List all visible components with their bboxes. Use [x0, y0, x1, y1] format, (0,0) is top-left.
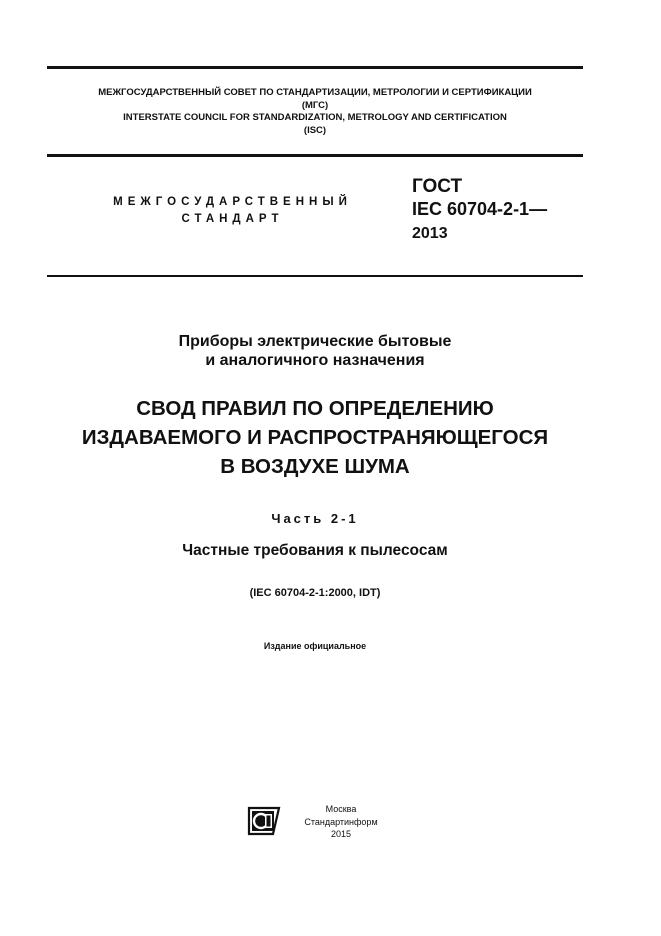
publisher-year: 2015 — [330, 829, 352, 839]
part-title: Частные требования к пылесосам — [182, 542, 448, 559]
header-rule — [47, 154, 583, 157]
designation-rule — [47, 275, 583, 277]
title-line2: ИЗДАВАЕМОГО И РАСПРОСТРАНЯЮЩЕГОСЯ — [81, 426, 549, 449]
standartinform-logo-icon — [246, 805, 284, 837]
standard-designation — [412, 176, 547, 245]
subject-line1: Приборы электрические бытовые — [178, 333, 452, 350]
title-line1: СВОД ПРАВИЛ ПО ОПРЕДЕЛЕНИЮ — [136, 397, 494, 420]
gost-label: ГОСТ — [412, 176, 463, 197]
subject-line2: и аналогичного назначения — [205, 352, 425, 369]
council-abbr-ru: (МГС) — [301, 99, 329, 111]
standard-number: IEC 60704-2-1— — [412, 199, 548, 219]
document-title — [40, 394, 590, 481]
council-name-ru: МЕЖГОСУДАРСТВЕННЫЙ СОВЕТ ПО СТАНДАРТИЗАЦИИ, МЕТРОЛОГИИ И СЕРТИФИКАЦИИ — [98, 87, 532, 98]
council-abbr-en: (ISC) — [303, 124, 327, 136]
council-name-en: INTERSTATE COUNCIL FOR STANDARDIZATION, METROLOGY AND CERTIFICATION — [123, 112, 507, 123]
council-header — [47, 87, 583, 137]
standard-type-line1: МЕЖГОСУДАРСТВЕННЫЙ — [113, 196, 352, 208]
standard-year: 2013 — [412, 225, 448, 242]
standard-type-line2: СТАНДАРТ — [181, 213, 284, 225]
subject-heading — [47, 332, 583, 370]
edition-note: Издание официальное — [263, 641, 367, 651]
iec-reference: (IEC 60704-2-1:2000, IDT) — [249, 587, 381, 599]
publisher-block — [297, 803, 385, 841]
standard-type — [90, 194, 375, 228]
part-label: Часть 2-1 — [271, 511, 359, 526]
publisher-name: Стандартинформ — [304, 816, 378, 827]
top-rule — [47, 66, 583, 69]
publisher-city: Москва — [325, 804, 357, 814]
title-line3: В ВОЗДУХЕ ШУМА — [220, 455, 410, 478]
